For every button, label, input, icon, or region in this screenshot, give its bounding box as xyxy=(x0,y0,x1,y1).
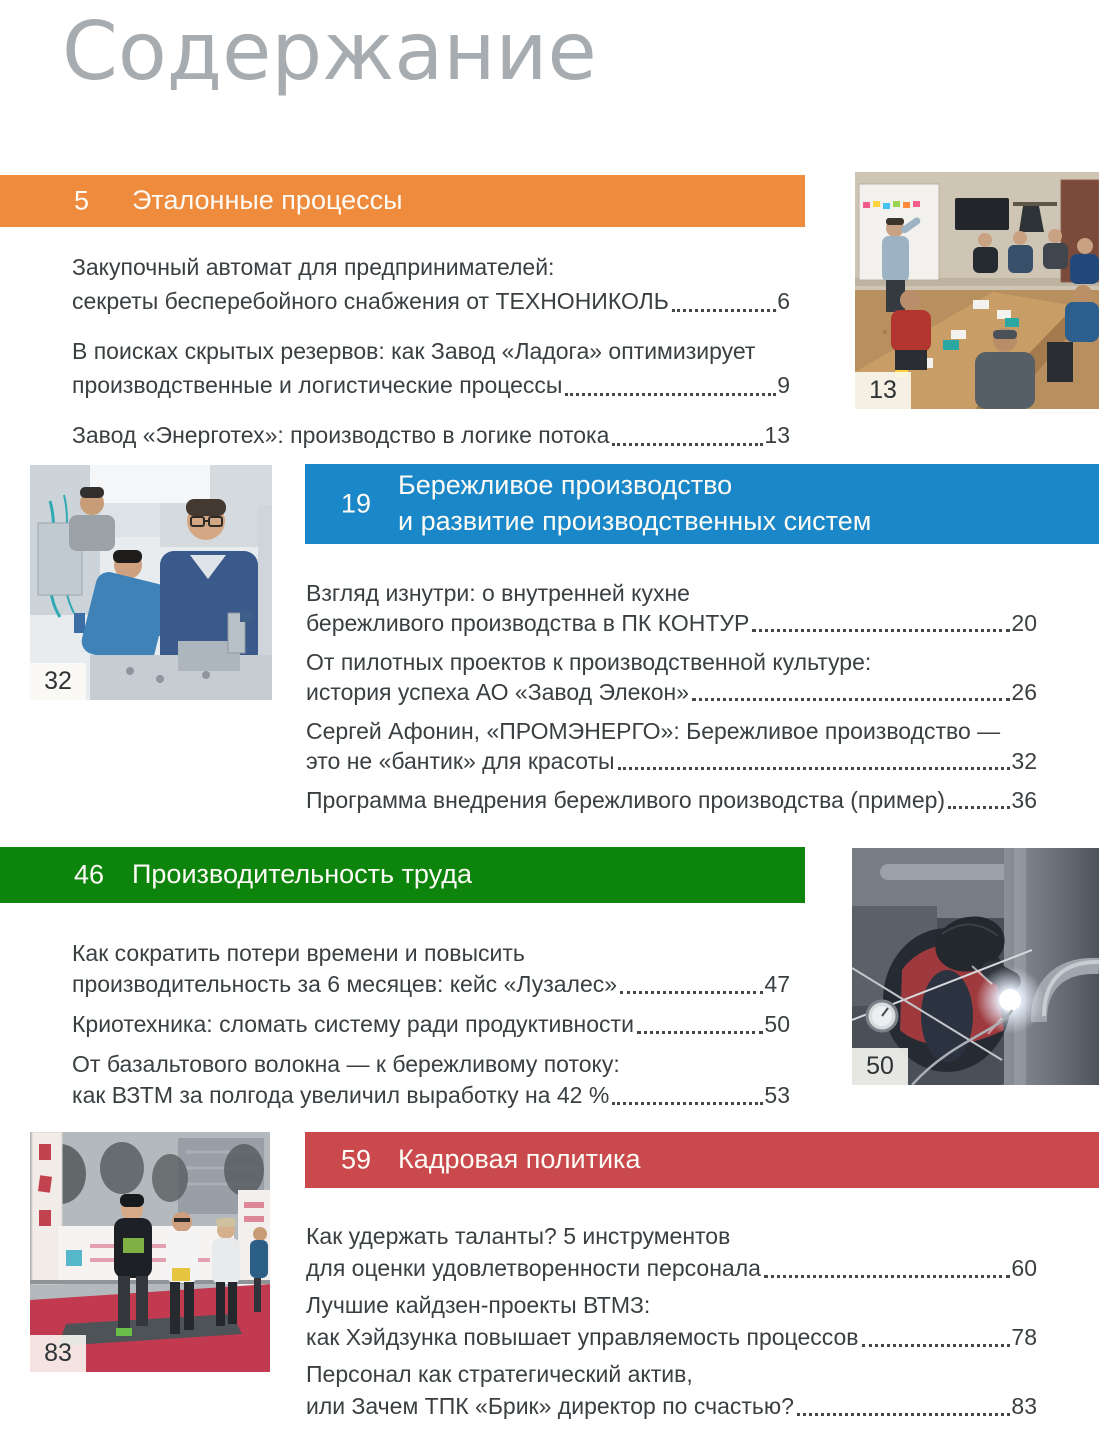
entry-text: Взгляд изнутри: о внутренней кухне xyxy=(306,580,690,606)
entry-text: производственные и логистические процессы xyxy=(72,372,563,398)
photo-training-session xyxy=(855,172,1099,409)
section-header-lean-production xyxy=(305,464,1099,544)
entry-text: для оценки удовлетворенности персонала xyxy=(306,1255,761,1281)
toc-entry[interactable] xyxy=(306,785,1037,815)
section-title: Эталонные процессы xyxy=(132,185,403,216)
section-start-page: 19 xyxy=(341,488,372,519)
toc-list-lean-production xyxy=(306,578,1037,824)
dot-leader xyxy=(948,806,1010,809)
entry-page-number: 83 xyxy=(1011,1393,1037,1419)
toc-list-benchmark-processes xyxy=(72,250,790,468)
section-header-hr-policy xyxy=(305,1132,1099,1188)
dot-leader xyxy=(620,991,763,994)
toc-entry[interactable] xyxy=(72,1049,790,1111)
toc-entry[interactable] xyxy=(72,250,790,318)
entry-text: От базальтового волокна — к бережливому потоку: xyxy=(72,1051,620,1077)
dot-leader xyxy=(637,1031,763,1034)
photo-page-label: 32 xyxy=(30,663,86,700)
dot-leader xyxy=(672,309,776,312)
dot-leader xyxy=(862,1344,1011,1347)
toc-entry[interactable] xyxy=(306,1289,1037,1353)
toc-entry[interactable] xyxy=(306,578,1037,638)
photo-engineers-machine xyxy=(30,465,272,700)
entry-text: В поисках скрытых резервов: как Завод «Ладога» оптимизирует xyxy=(72,338,756,364)
toc-entry[interactable] xyxy=(306,1220,1037,1284)
entry-text: Лучшие кайдзен-проекты ВТМЗ: xyxy=(306,1292,651,1318)
entry-page-number: 60 xyxy=(1011,1255,1037,1281)
section-start-page: 46 xyxy=(74,859,105,890)
toc-entry[interactable] xyxy=(72,1009,790,1040)
toc-list-labor-productivity xyxy=(72,938,790,1120)
entry-text: бережливого производства в ПК КОНТУР xyxy=(306,610,750,636)
entry-page-number: 50 xyxy=(764,1011,790,1037)
entry-text: Как удержать таланты? 5 инструментов xyxy=(306,1223,731,1249)
entry-text: Сергей Афонин, «ПРОМЭНЕРГО»: Бережливое производство — xyxy=(306,718,1001,744)
dot-leader xyxy=(752,629,1010,632)
entry-text: как ВЗТМ за полгода увеличил выработку на 42 % xyxy=(72,1082,610,1108)
toc-entry[interactable] xyxy=(306,716,1037,776)
page-title: Содержание xyxy=(62,5,597,98)
toc-entry[interactable] xyxy=(72,938,790,1000)
toc-entry[interactable] xyxy=(72,418,790,452)
dot-leader xyxy=(612,1102,763,1105)
toc-entry[interactable] xyxy=(306,647,1037,707)
entry-text: Как сократить потери времени и повысить xyxy=(72,940,525,966)
entry-text: От пилотных проектов к производственной культуре: xyxy=(306,649,872,675)
entry-text: Завод «Энерготех»: производство в логике потока xyxy=(72,422,610,448)
entry-page-number: 13 xyxy=(764,422,790,448)
entry-text: как Хэйдзунка повышает управляемость процессов xyxy=(306,1324,859,1350)
entry-page-number: 9 xyxy=(777,372,790,398)
section-title: Кадровая политика xyxy=(398,1144,641,1175)
photo-welder xyxy=(852,848,1099,1085)
entry-page-number: 53 xyxy=(764,1082,790,1108)
toc-entry[interactable] xyxy=(72,334,790,402)
dot-leader xyxy=(692,698,1010,701)
entry-page-number: 78 xyxy=(1011,1324,1037,1350)
section-title: Производительность труда xyxy=(132,859,473,890)
entry-page-number: 6 xyxy=(777,288,790,314)
section-start-page: 5 xyxy=(74,185,90,216)
entry-page-number: 32 xyxy=(1011,748,1037,774)
dot-leader xyxy=(612,443,763,446)
entry-page-number: 20 xyxy=(1011,610,1037,636)
entry-text: Персонал как стратегический актив, xyxy=(306,1361,693,1387)
section-title: Бережливое производство xyxy=(398,470,733,501)
entry-page-number: 26 xyxy=(1011,679,1037,705)
entry-text: история успеха АО «Завод Элекон» xyxy=(306,679,690,705)
entry-text: или Зачем ТПК «Брик» директор по счастью? xyxy=(306,1393,794,1419)
entry-text: производительность за 6 месяцев: кейс «Лузалес» xyxy=(72,971,618,997)
entry-page-number: 47 xyxy=(764,971,790,997)
section-start-page: 59 xyxy=(341,1144,372,1175)
photo-runners xyxy=(30,1132,270,1372)
toc-list-hr-policy xyxy=(306,1220,1037,1427)
entry-text: секреты бесперебойного снабжения от ТЕХНОНИКОЛЬ xyxy=(72,288,669,314)
section-header-benchmark-processes xyxy=(0,175,805,227)
dot-leader xyxy=(764,1275,1011,1278)
photo-page-label: 83 xyxy=(30,1335,86,1372)
section-title-line2: и развитие производственных систем xyxy=(398,506,872,536)
photo-page-label: 50 xyxy=(852,1048,908,1085)
entry-text: Программа внедрения бережливого производства (пример) xyxy=(306,787,946,813)
entry-text: Криотехника: сломать систему ради продуктивности xyxy=(72,1011,634,1037)
toc-entry[interactable] xyxy=(306,1358,1037,1422)
section-header-labor-productivity xyxy=(0,847,805,903)
entry-text: Закупочный автомат для предпринимателей: xyxy=(72,254,555,280)
entry-text: это не «бантик» для красоты xyxy=(306,748,615,774)
entry-page-number: 36 xyxy=(1011,787,1037,813)
dot-leader xyxy=(565,393,776,396)
photo-page-label: 13 xyxy=(855,372,911,409)
dot-leader xyxy=(618,767,1011,770)
dot-leader xyxy=(797,1413,1010,1416)
